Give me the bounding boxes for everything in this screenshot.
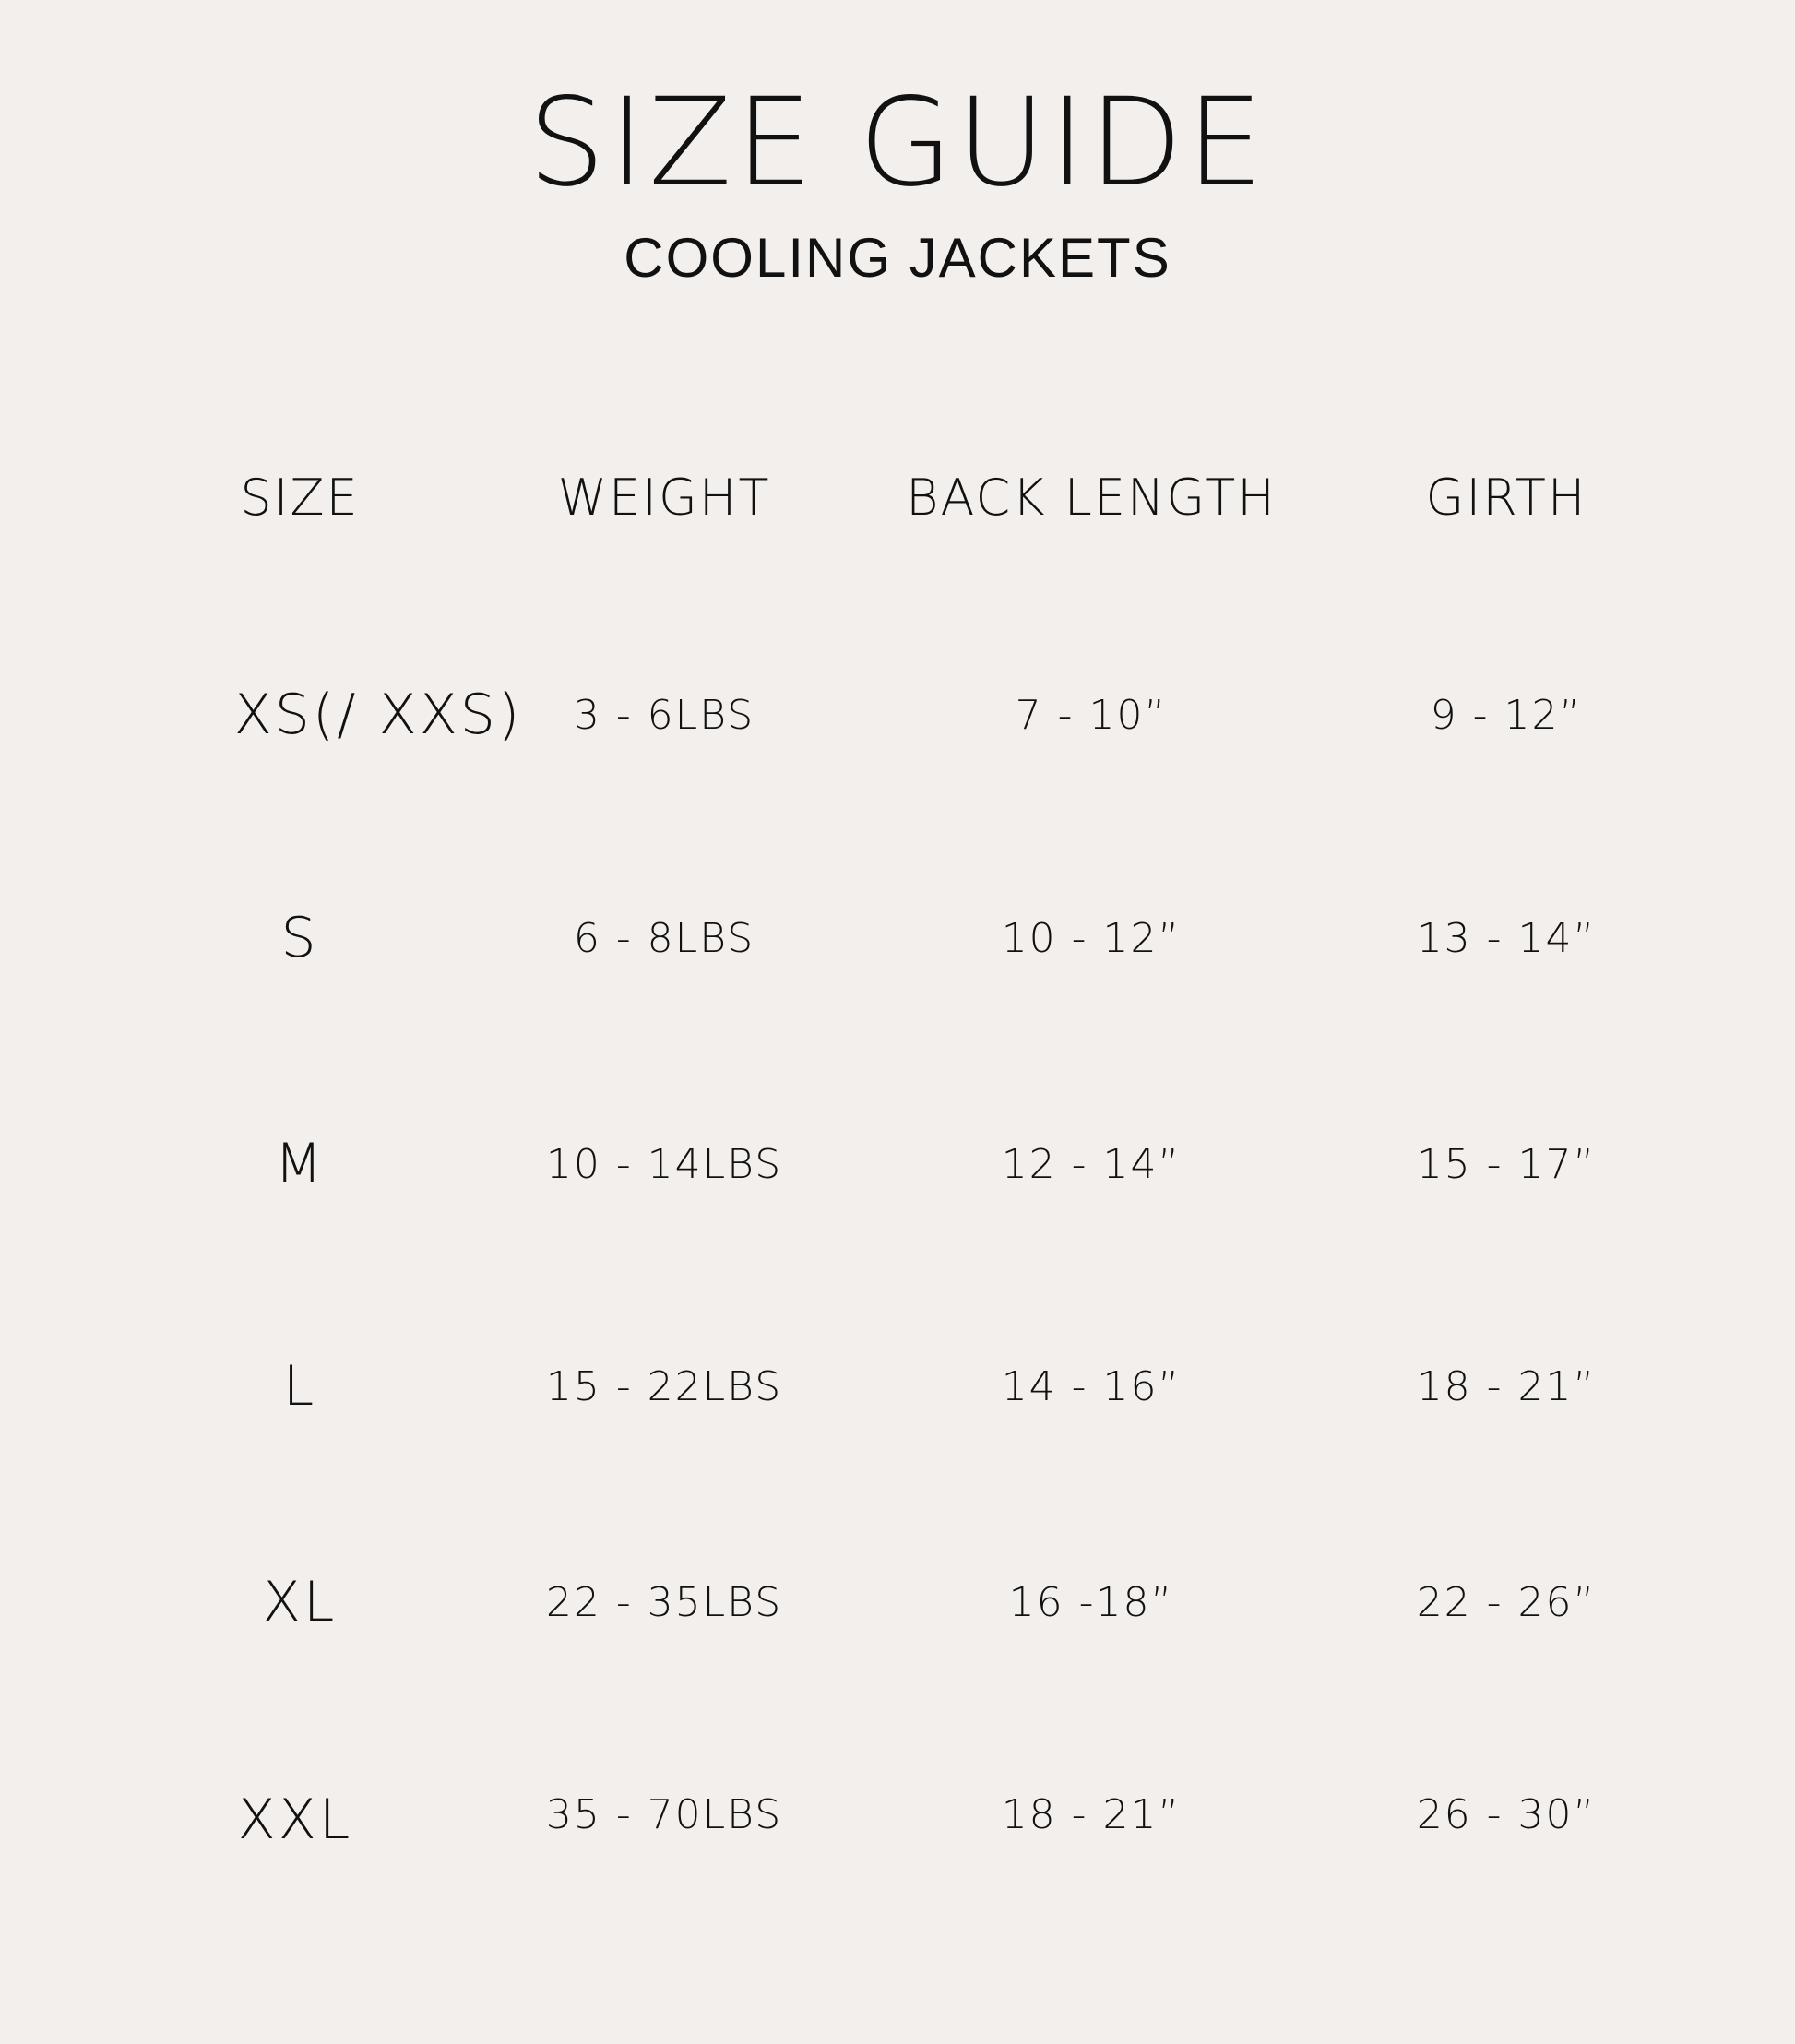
girth-cell: 26 - 30” xyxy=(1416,1791,1597,1838)
size-cell: L xyxy=(282,1354,317,1419)
weight-cell: 22 - 35LBS xyxy=(545,1579,783,1626)
back-length-cell: 16 -18” xyxy=(1008,1579,1174,1626)
size-cell: M xyxy=(274,1132,326,1196)
header-girth: GIRTH xyxy=(1425,469,1587,527)
page-subtitle: COOLING JACKETS xyxy=(624,227,1171,289)
size-cell: XXL xyxy=(237,1788,353,1852)
girth-cell: 22 - 26” xyxy=(1416,1579,1597,1626)
back-length-cell: 18 - 21” xyxy=(1001,1791,1182,1838)
back-length-cell: 14 - 16” xyxy=(1001,1363,1182,1410)
header-weight: WEIGHT xyxy=(557,469,771,527)
girth-cell: 13 - 14” xyxy=(1416,915,1597,962)
weight-cell: 3 - 6LBS xyxy=(573,692,755,739)
weight-cell: 10 - 14LBS xyxy=(545,1141,783,1188)
size-cell: S xyxy=(280,906,319,970)
back-length-cell: 7 - 10” xyxy=(1015,692,1168,739)
girth-cell: 18 - 21” xyxy=(1416,1363,1597,1410)
size-cell: XS(/ XXS) xyxy=(233,683,523,747)
page-title: SIZE GUIDE xyxy=(528,72,1267,214)
weight-cell: 15 - 22LBS xyxy=(545,1363,783,1410)
weight-cell: 35 - 70LBS xyxy=(545,1791,783,1838)
header-size: SIZE xyxy=(240,469,360,527)
size-cell: XL xyxy=(262,1570,338,1634)
weight-cell: 6 - 8LBS xyxy=(573,915,755,962)
header-back-length: BACK LENGTH xyxy=(906,469,1277,527)
back-length-cell: 10 - 12” xyxy=(1001,915,1182,962)
back-length-cell: 12 - 14” xyxy=(1001,1141,1182,1188)
girth-cell: 9 - 12” xyxy=(1430,692,1583,739)
girth-cell: 15 - 17” xyxy=(1416,1141,1597,1188)
